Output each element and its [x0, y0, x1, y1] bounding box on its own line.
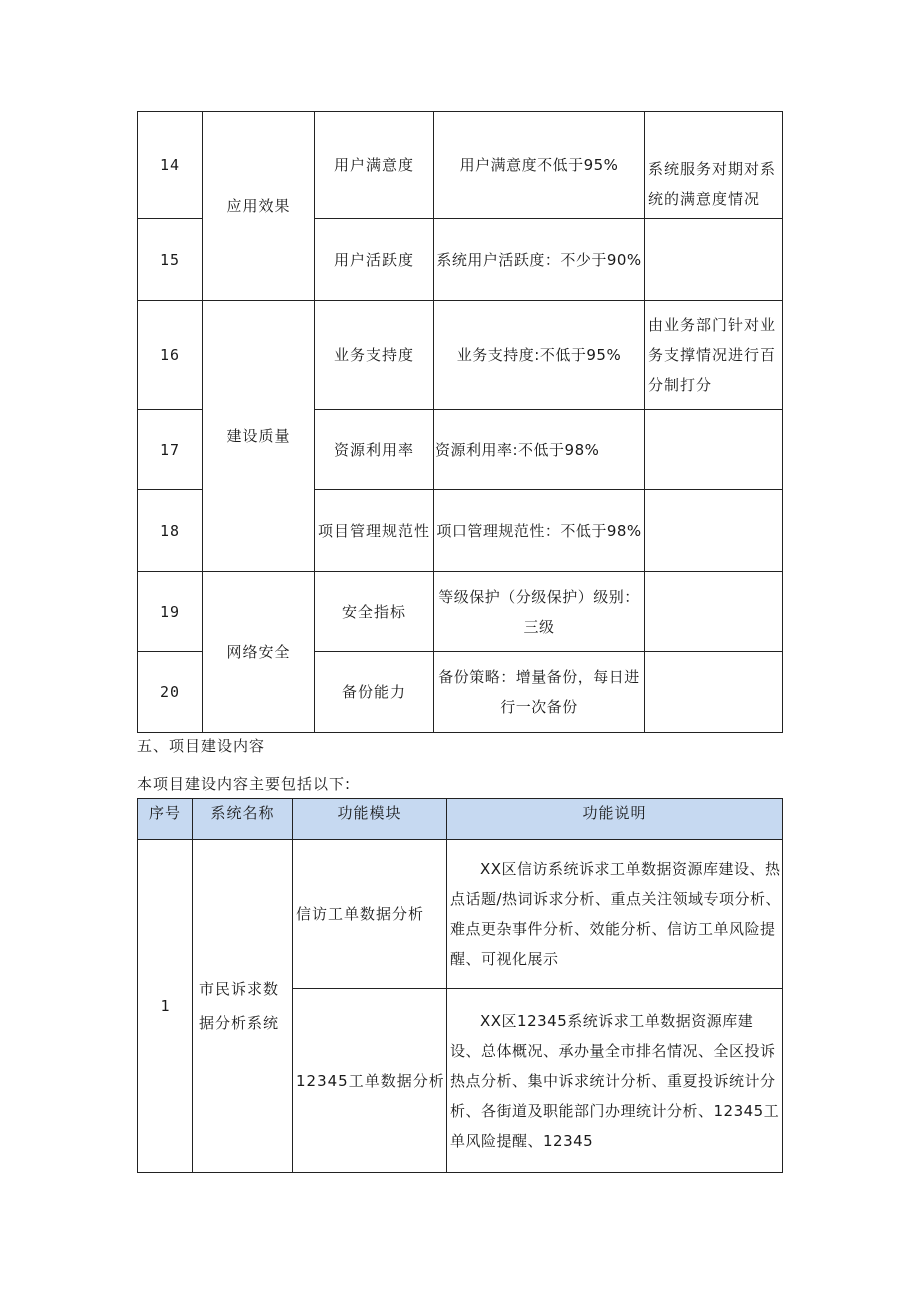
note-cell — [645, 572, 783, 652]
indicator-cell: 安全指标 — [315, 572, 434, 652]
description-text: XX区信访系统诉求工单数据资源库建设、热点话题/热词诉求分析、重点关注领域专项分析、难点更杂事件分析、效能分析、信访工单风险提醒、可视化展示 — [450, 860, 782, 968]
category-cell: 建设质量 — [203, 301, 315, 572]
category-cell: 应用效果 — [203, 112, 315, 301]
target-cell: 用户满意度不低于95% — [434, 112, 645, 219]
indicator-cell: 用户活跃度 — [315, 219, 434, 301]
section-intro: 本项目建设内容主要包括以下: — [137, 775, 352, 793]
description-cell — [447, 840, 783, 989]
seq-cell: 1 — [138, 840, 193, 1173]
header-system: 系统名称 — [193, 799, 293, 840]
row-number: 17 — [138, 410, 203, 490]
indicator-cell: 备份能力 — [315, 652, 434, 733]
target-cell: 系统用户活跃度：不少于90% — [434, 219, 645, 301]
category-cell: 网络安全 — [203, 572, 315, 733]
note-cell: 由业务部门针对业务支撑情况进行百分制打分 — [645, 301, 783, 410]
indicator-cell: 项目管理规范性 — [315, 490, 434, 572]
table-row — [138, 112, 783, 219]
row-number: 18 — [138, 490, 203, 572]
content-table — [137, 798, 783, 1173]
description-text: XX区12345系统诉求工单数据资源库建设、总体概况、承办量全市排名情况、全区投诉热点分析、集中诉求统计分析、重夏投诉统计分析、各街道及职能部门办理统计分析、12345工单风险提醒、12345 — [450, 1011, 780, 1150]
table-header-row — [138, 799, 783, 840]
note-cell — [645, 219, 783, 301]
description-cell — [447, 989, 783, 1173]
indicator-cell: 用户满意度 — [315, 112, 434, 219]
table-row — [138, 301, 783, 410]
header-module: 功能模块 — [293, 799, 447, 840]
note-cell: 系统服务对期对系统的满意度情况 — [645, 112, 783, 219]
target-cell: 等级保护（分级保护）级别：三级 — [434, 572, 645, 652]
system-name-cell: 市民诉求数据分析系统 — [193, 840, 293, 1173]
module-cell: 12345工单数据分析 — [293, 989, 447, 1173]
row-number: 14 — [138, 112, 203, 219]
header-seq: 序号 — [138, 799, 193, 840]
table-row — [138, 572, 783, 652]
indicator-table — [137, 111, 783, 733]
target-cell: 项口管理规范性：不低于98% — [434, 490, 645, 572]
target-cell: 资源利用率:不低于98% — [434, 410, 645, 490]
indicator-cell: 资源利用率 — [315, 410, 434, 490]
target-cell: 业务支持度:不低于95% — [434, 301, 645, 410]
row-number: 16 — [138, 301, 203, 410]
row-number: 19 — [138, 572, 203, 652]
note-cell — [645, 652, 783, 733]
note-cell — [645, 410, 783, 490]
indicator-cell: 业务支持度 — [315, 301, 434, 410]
header-description: 功能说明 — [447, 799, 783, 840]
row-number: 20 — [138, 652, 203, 733]
module-cell: 信访工单数据分析 — [293, 840, 447, 989]
table-row — [138, 840, 783, 989]
target-cell: 备份策略：增量备份，每日进行一次备份 — [434, 652, 645, 733]
section-heading: 五、项目建设内容 — [137, 737, 266, 755]
row-number: 15 — [138, 219, 203, 301]
note-cell — [645, 490, 783, 572]
